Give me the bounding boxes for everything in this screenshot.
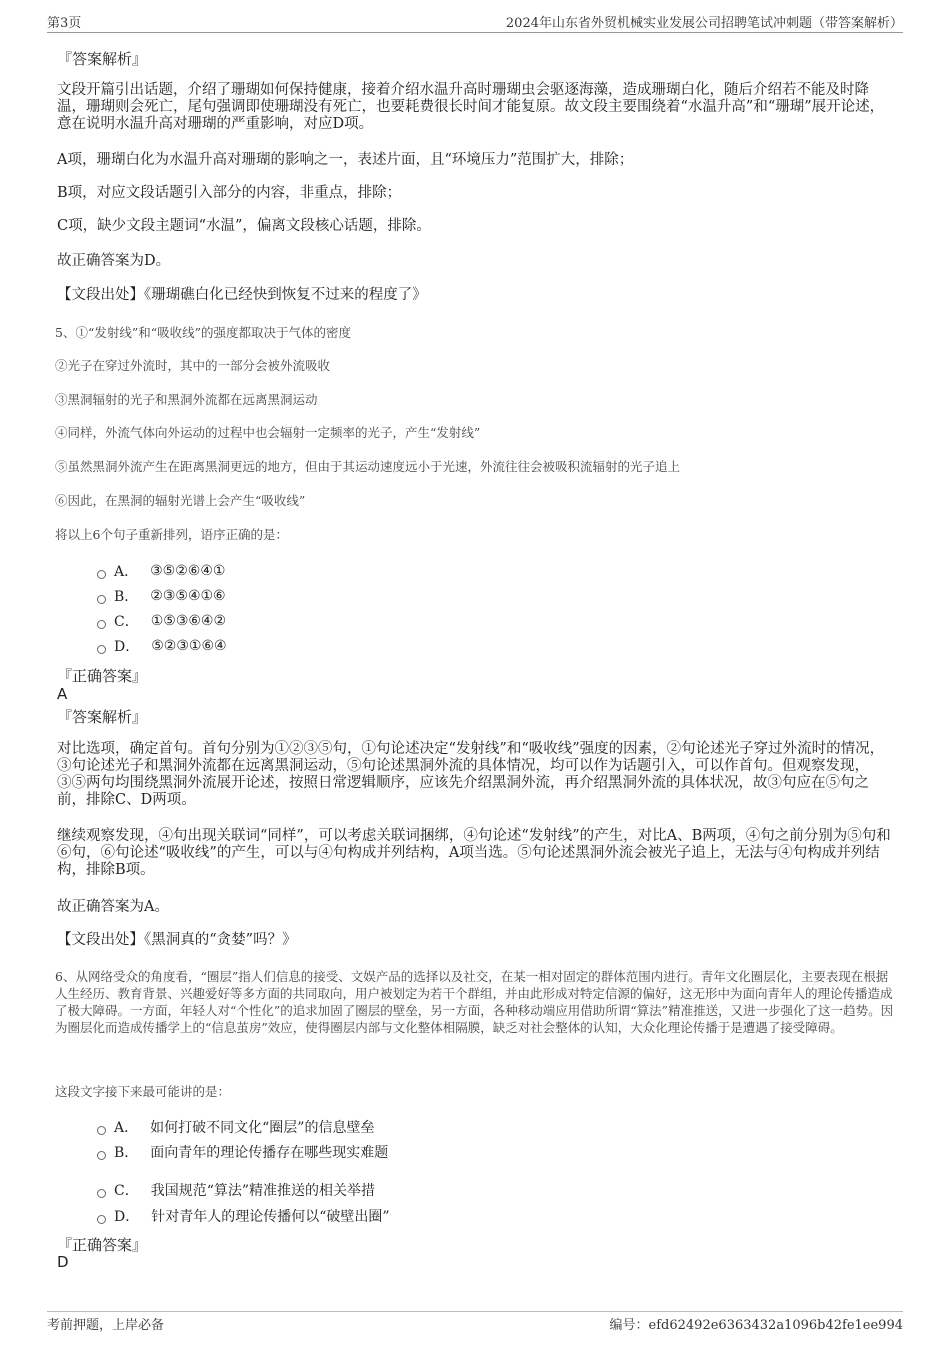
option-b[interactable]: B． ②③⑤④①⑥	[97, 586, 226, 606]
page-number: 第3页	[47, 15, 82, 31]
question-stem-line: ⑤虽然黑洞外流产生在距离黑洞更远的地方，但由于其运动速度远小于光速，外流往往会被吸积流辐射的光子追上	[55, 459, 681, 474]
source-citation: 【文段出处】《黑洞真的“贪婪”吗？》	[57, 932, 297, 948]
radio-icon[interactable]	[97, 1215, 106, 1224]
radio-icon[interactable]	[97, 1189, 106, 1198]
option-a[interactable]: A． ③⑤②⑥④①	[97, 561, 225, 581]
analysis-paragraph: 文段开篇引出话题，介绍了珊瑚如何保持健康，接着介绍水温升高时珊瑚虫会驱逐海藻，造成珊瑚白化，随后介绍若不能及时降温，珊瑚则会死亡，尾句强调即使珊瑚没有死亡，也要耗费很长时间才能复原。故文段主要围绕着“水温升高”和“珊瑚”展开论述，意在说明水温升高对珊瑚的严重影响，对应D项。	[57, 82, 885, 132]
analysis-label: 『答案解析』	[57, 50, 148, 68]
document-code: 编号：efd62492e6363432a1096b42fe1ee994	[609, 1317, 903, 1333]
radio-icon[interactable]	[97, 1126, 106, 1135]
correct-answer-label: 『正确答案』	[57, 1236, 148, 1254]
analysis-paragraph: B项，对应文段话题引入部分的内容，非重点，排除；	[57, 185, 402, 201]
option-c[interactable]: C． ①⑤③⑥④②	[97, 611, 226, 631]
option-c[interactable]: C． 我国规范“算法”精准推送的相关举措	[97, 1180, 375, 1200]
question-stem-line: ⑥因此，在黑洞的辐射光谱上会产生“吸收线”	[55, 493, 306, 508]
option-d[interactable]: D． ⑤②③①⑥④	[97, 636, 227, 656]
analysis-conclusion: 故正确答案为D。	[57, 253, 171, 269]
footer-slogan: 考前押题，上岸必备	[47, 1317, 165, 1333]
question-stem-line: ④同样，外流气体向外运动的过程中也会辐射一定频率的光子，产生“发射线”	[55, 425, 481, 440]
document-title: 2024年山东省外贸机械实业发展公司招聘笔试冲刺题（带答案解析）	[505, 15, 903, 31]
correct-answer: D	[57, 1253, 69, 1271]
correct-answer-label: 『正确答案』	[57, 667, 148, 685]
analysis-paragraph: 继续观察发现，④句出现关联词“同样”，可以考虑关联词捆绑，④句论述“发射线”的产生，对比A、B两项，④句之前分别为⑤句和⑥句，⑥句论述“吸收线”的产生，可以与④句构成并列结构，A项当选。⑤句论述黑洞外流会被光子追上，无法与④句构成并列结构，排除B项。	[57, 828, 891, 878]
source-citation: 【文段出处】《珊瑚礁白化已经快到恢复不过来的程度了》	[57, 287, 427, 303]
radio-icon[interactable]	[97, 595, 106, 604]
radio-icon[interactable]	[97, 620, 106, 629]
question-stem-line: ②光子在穿过外流时，其中的一部分会被外流吸收	[55, 358, 331, 373]
question-stem-line: 5、①“发射线”和“吸收线”的强度都取决于气体的密度	[55, 325, 352, 340]
question-prompt: 将以上6个句子重新排列，语序正确的是：	[55, 527, 288, 542]
analysis-paragraph: C项，缺少文段主题词“水温”，偏离文段核心话题，排除。	[57, 218, 431, 234]
radio-icon[interactable]	[97, 645, 106, 654]
correct-answer: A	[57, 685, 68, 703]
option-d[interactable]: D． 针对青年人的理论传播何以“破壁出圈”	[97, 1206, 390, 1226]
analysis-label: 『答案解析』	[57, 708, 148, 726]
question-stem-line: ③黑洞辐射的光子和黑洞外流都在远离黑洞运动	[55, 392, 318, 407]
radio-icon[interactable]	[97, 570, 106, 579]
option-a[interactable]: A． 如何打破不同文化“圈层”的信息壁垒	[97, 1117, 374, 1137]
question-prompt: 这段文字接下来最可能讲的是：	[55, 1084, 231, 1099]
page-header	[47, 10, 903, 33]
analysis-paragraph: 对比选项，确定首句。首句分别为①②③⑤句，①句论述决定“发射线”和“吸收线”强度的因素，②句论述光子穿过外流时的情况，③句论述光子和黑洞外流都在远离黑洞运动，⑤句论述黑洞外流的具体情况，均可以作为话题引入，可以作首句。但观察发现，③⑤两句均围绕黑洞外流展开论述，按照日常逻辑顺序，应该先介绍黑洞外流，再介绍黑洞外流的具体状况，故③句应在⑤句之前，排除C、D两项。	[57, 741, 885, 808]
question-stem: 6、从网络受众的角度看，“圈层”指人们信息的接受、文娱产品的选择以及社交，在某一相对固定的群体范围内进行。青年文化圈层化，主要表现在根据人生经历、教育背景、兴趣爱好等多方面的共同取向，用户被划定为若干个群组，并由此形成对特定信源的偏好，这无形中为面向青年人的理论传播造成了极大障碍。一方面，年轻人对“个性化”的追求加固了圈层的壁垒，另一方面，各种移动端应用借助所谓“算法”精准推送，又进一步强化了这一趋势。因为圈层化而造成传播学上的“信息茧房”效应，使得圈层内部与文化整体相隔膜，缺乏对社会整体的认知，大众化理论传播于是遭遇了接受障碍。	[55, 969, 894, 1035]
radio-icon[interactable]	[97, 1151, 106, 1160]
option-b[interactable]: B． 面向青年的理论传播存在哪些现实难题	[97, 1142, 388, 1162]
analysis-paragraph: A项，珊瑚白化为水温升高对珊瑚的影响之一，表述片面，且“环境压力”范围扩大，排除；	[57, 152, 634, 168]
page-footer	[47, 1311, 903, 1334]
analysis-conclusion: 故正确答案为A。	[57, 899, 169, 915]
